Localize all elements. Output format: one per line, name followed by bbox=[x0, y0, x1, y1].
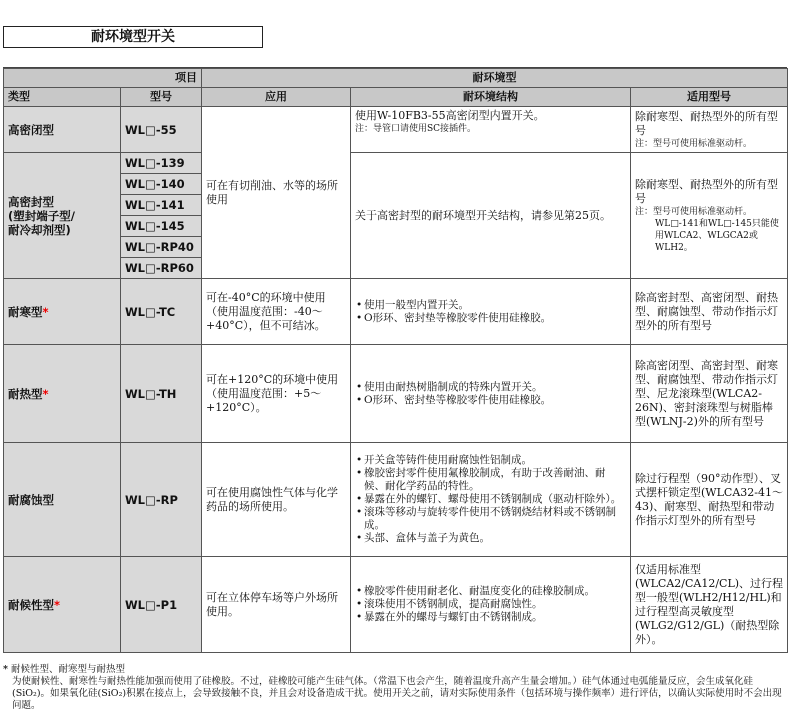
application-weather: 可在立体停车场等户外场所使用。 bbox=[202, 557, 351, 653]
type-heat bbox=[4, 345, 121, 443]
header-type: 类型 bbox=[4, 88, 121, 107]
table-row-cold bbox=[4, 279, 788, 345]
type-heat-label: 耐热型 bbox=[8, 386, 43, 401]
structure-corrosion-item: • 开关盒等铸件使用耐腐蚀性铝制成。 bbox=[364, 454, 626, 467]
structure-corrosion-item: • 暴露在外的螺钉、螺母使用不锈钢制成（驱动杆除外）。 bbox=[364, 493, 626, 506]
structure-heat-item: • 使用由耐热树脂制成的特殊内置开关。 bbox=[364, 381, 626, 394]
application-heat: 可在+120°C的环境中使用（使用温度范围：+5～+120°C）。 bbox=[202, 345, 351, 443]
model-145: WL□-145 bbox=[121, 216, 202, 237]
applicable-weather: 仅适用标准型(WLCA2/CA12/CL)、过行程型一般型(WLH2/H12/HL)和过行程型高灵敏度型(WLG2/G12/GL)（耐热型除外）。 bbox=[631, 557, 788, 653]
model-weather: WL□-P1 bbox=[121, 557, 202, 653]
applicable-sealed bbox=[631, 107, 788, 153]
header-item: 项目 bbox=[4, 69, 202, 88]
applicable-sealed-group-note2: WL□-141和WL□-145只能使用WLCA2、WLGCA2或WLH2。 bbox=[655, 218, 779, 253]
footnote bbox=[3, 664, 787, 712]
structure-sealed-note: 注：导管口请使用SC接插件。 bbox=[355, 124, 477, 134]
star-mark-cold: * bbox=[42, 304, 49, 319]
applicable-cold: 除高密封型、高密闭型、耐热型、耐腐蚀型、带动作指示灯型外的所有型号 bbox=[631, 279, 788, 345]
application-corrosion: 可在使用腐蚀性气体与化学药品的场所使用。 bbox=[202, 443, 351, 557]
structure-corrosion-item: • 滚珠等移动与旋转零件使用不锈钢烧结材料或不锈钢制成。 bbox=[364, 506, 626, 532]
table-row-weather bbox=[4, 557, 788, 653]
structure-cold-item: • 使用一般型内置开关。 bbox=[364, 299, 626, 312]
header-applicable: 适用型号 bbox=[631, 88, 788, 107]
model-cold: WL□-TC bbox=[121, 279, 202, 345]
model-rp40: WL□-RP40 bbox=[121, 237, 202, 258]
table-row-sealed-group-1 bbox=[4, 153, 788, 174]
footnote-text: 为使耐候性、耐寒性与耐热性能加强而使用了硅橡胶。不过，硅橡胶可能产生硅气体。（常温下也会产生，随着温度升高产生量会增加。）硅气体通过电弧能量反应，会生成氧化硅(SiO₂)。如果氧化硅(SiO₂)积累在接点上，会导致接触不良，并且会对设备造成干扰。使用开关之前，请对实际使用条件（包括环境与操作频率）进行评估，以确认实际使用时不会出现问题。 bbox=[12, 676, 782, 711]
structure-corrosion-item: • 头部、盒体与盖子为黄色。 bbox=[364, 532, 626, 545]
type-cold bbox=[4, 279, 121, 345]
footnote-title-line bbox=[3, 664, 787, 676]
star-mark-weather: * bbox=[54, 597, 61, 612]
header-row-2 bbox=[4, 88, 788, 107]
structure-heat-item: • O形环、密封垫等橡胶零件使用硅橡胶。 bbox=[364, 394, 626, 407]
applicable-sealed-group-note1: 注：型号可使用标准驱动杆。 bbox=[635, 206, 753, 217]
model-rp60: WL□-RP60 bbox=[121, 258, 202, 279]
model-139: WL□-139 bbox=[121, 153, 202, 174]
structure-cold bbox=[351, 279, 631, 345]
structure-weather-item: • 橡胶零件使用耐老化、耐温度变化的硅橡胶制成。 bbox=[364, 585, 626, 598]
structure-weather-item: • 暴露在外的螺母与螺钉由不锈钢制成。 bbox=[364, 611, 626, 624]
page-title: 耐环境型开关 bbox=[3, 26, 263, 48]
model-sealed: WL□-55 bbox=[121, 107, 202, 153]
applicable-sealed-text: 除耐寒型、耐热型外的所有型号 bbox=[635, 109, 778, 137]
header-application: 应用 bbox=[202, 88, 351, 107]
header-model: 型号 bbox=[121, 88, 202, 107]
applicable-heat: 除高密闭型、高密封型、耐寒型、耐腐蚀型、带动作指示灯型、尼龙滚珠型(WLCA2-26N)、密封滚珠型与树脂棒型(WLNJ-2)外的所有型号 bbox=[631, 345, 788, 443]
type-weather-label: 耐候性型 bbox=[8, 597, 54, 612]
structure-sealed bbox=[351, 107, 631, 153]
structure-sealed-group: 关于高密封型的耐环境型开关结构，请参见第25页。 bbox=[351, 153, 631, 279]
model-heat: WL□-TH bbox=[121, 345, 202, 443]
structure-heat bbox=[351, 345, 631, 443]
type-sealed: 高密闭型 bbox=[4, 107, 121, 153]
table-row-heat bbox=[4, 345, 788, 443]
model-corrosion: WL□-RP bbox=[121, 443, 202, 557]
applicable-sealed-group-text: 除耐寒型、耐热型外的所有型号 bbox=[635, 177, 778, 205]
type-cold-label: 耐寒型 bbox=[8, 304, 43, 319]
table-row-corrosion bbox=[4, 443, 788, 557]
star-mark-heat: * bbox=[42, 386, 49, 401]
footnote-title: 耐候性型、耐寒型与耐热型 bbox=[11, 664, 126, 675]
application-sealed-group: 可在有切削油、水等的场所使用 bbox=[202, 107, 351, 279]
type-corrosion: 耐腐蚀型 bbox=[4, 443, 121, 557]
footnote-mark: * bbox=[3, 664, 8, 675]
applicable-sealed-group bbox=[631, 153, 788, 279]
header-row-1 bbox=[4, 69, 788, 88]
structure-corrosion bbox=[351, 443, 631, 557]
env-switch-table bbox=[3, 68, 788, 653]
model-140: WL□-140 bbox=[121, 174, 202, 195]
structure-corrosion-item: • 橡胶密封零件使用氟橡胶制成，有助于改善耐油、耐候、耐化学药品的特性。 bbox=[364, 467, 626, 493]
application-cold: 可在-40°C的环境中使用（使用温度范围：-40～+40°C），但不可结冰。 bbox=[202, 279, 351, 345]
model-141: WL□-141 bbox=[121, 195, 202, 216]
type-sealed-group: 高密封型 (塑封端子型/ 耐冷却剂型) bbox=[4, 153, 121, 279]
structure-weather bbox=[351, 557, 631, 653]
structure-weather-item: • 滚珠使用不锈钢制成，提高耐腐蚀性。 bbox=[364, 598, 626, 611]
header-env: 耐环境型 bbox=[202, 69, 788, 88]
structure-sealed-text: 使用W-10FB3-55高密闭型内置开关。 bbox=[355, 109, 545, 122]
applicable-corrosion: 除过行程型（90°动作型）、叉式摆杆锁定型(WLCA32-41～43)、耐寒型、耐热型和带动作指示灯型外的所有型号 bbox=[631, 443, 788, 557]
type-weather bbox=[4, 557, 121, 653]
structure-cold-item: • O形环、密封垫等橡胶零件使用硅橡胶。 bbox=[364, 312, 626, 325]
header-structure: 耐环境结构 bbox=[351, 88, 631, 107]
table-row-sealed bbox=[4, 107, 788, 153]
applicable-sealed-note: 注：型号可使用标准驱动杆。 bbox=[635, 138, 753, 149]
